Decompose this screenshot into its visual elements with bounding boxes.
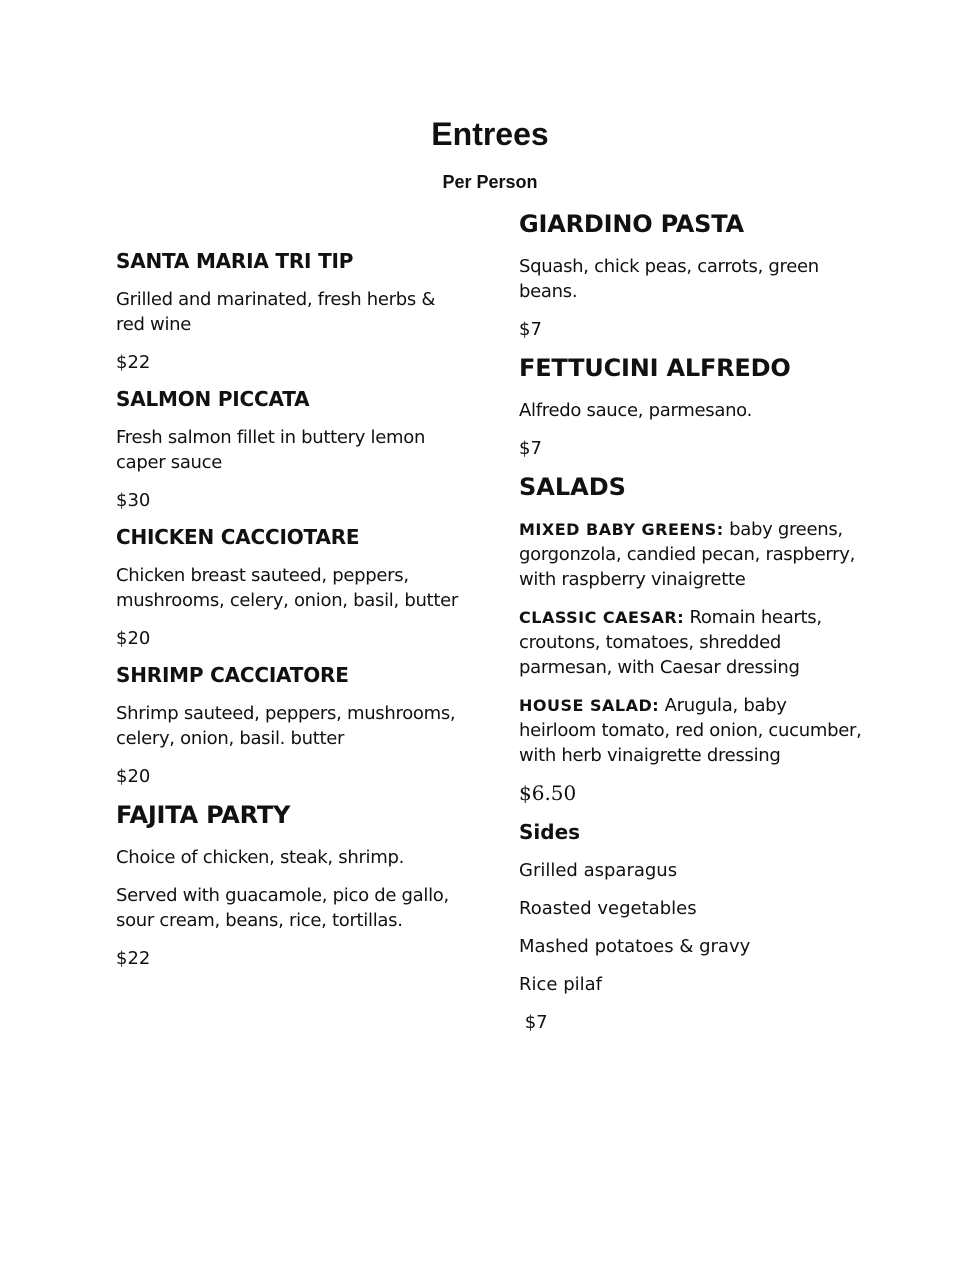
item-name: SANTA MARIA TRI TIP	[116, 249, 354, 273]
sides-section	[519, 820, 869, 1035]
item-price: $22	[116, 948, 151, 969]
item-description: Squash, chick peas, carrots, green beans.	[519, 256, 819, 302]
page-title: Entrees	[431, 116, 549, 152]
menu-item-fajita	[116, 801, 466, 971]
item-name: GIARDINO PASTA	[519, 210, 744, 238]
menu-item	[116, 663, 466, 789]
salad-item	[519, 605, 869, 680]
menu-item	[519, 354, 869, 461]
side-item: Roasted vegetables	[519, 898, 697, 919]
item-price: $7	[519, 438, 542, 459]
item-description: Fresh salmon fillet in buttery lemon caper sauce	[116, 427, 426, 473]
side-item: Grilled asparagus	[519, 860, 678, 881]
item-description: Served with guacamole, pico de gallo, sour cream, beans, rice, tortillas.	[116, 885, 449, 931]
sides-price: $7	[519, 1012, 548, 1033]
salads-section	[519, 473, 869, 806]
item-name: FETTUCINI ALFREDO	[519, 354, 791, 382]
item-description: Grilled and marinated, fresh herbs & red wine	[116, 289, 436, 335]
salad-description: Arugula, baby heirloom tomato, red onion, cucumber, with herb vinaigrette dressing	[519, 695, 862, 766]
menu-item	[116, 249, 466, 375]
item-name: SALMON PICCATA	[116, 387, 310, 411]
item-description: Shrimp sauteed, peppers, mushrooms, celery, onion, basil. butter	[116, 703, 456, 749]
salad-label: CLASSIC CAESAR:	[519, 608, 685, 627]
page-subtitle: Per Person	[442, 172, 538, 192]
salads-price: $6.50	[519, 781, 577, 805]
side-item: Mashed potatoes & gravy	[519, 936, 751, 957]
item-price: $30	[116, 490, 151, 511]
item-description: Chicken breast sauteed, peppers, mushrooms, celery, onion, basil, butter	[116, 565, 458, 611]
salad-item	[519, 517, 869, 592]
menu-item	[519, 210, 869, 342]
salads-heading: SALADS	[519, 473, 626, 501]
salad-label: HOUSE SALAD:	[519, 696, 660, 715]
salad-item	[519, 693, 869, 768]
item-description: Alfredo sauce, parmesano.	[519, 400, 753, 421]
side-item: Rice pilaf	[519, 974, 602, 995]
item-price: $20	[116, 628, 151, 649]
sides-heading: Sides	[519, 820, 581, 844]
right-column	[519, 210, 869, 1048]
item-name: SHRIMP CACCIATORE	[116, 663, 349, 687]
item-description: Choice of chicken, steak, shrimp.	[116, 847, 405, 868]
item-price: $20	[116, 766, 151, 787]
item-price: $7	[519, 319, 542, 340]
item-name: CHICKEN CACCIOTARE	[116, 525, 360, 549]
item-name: FAJITA PARTY	[116, 801, 291, 829]
item-price: $22	[116, 352, 151, 373]
salad-description: baby greens, gorgonzola, candied pecan, raspberry, with raspberry vinaigrette	[519, 519, 856, 590]
salad-label: MIXED BABY GREENS:	[519, 520, 724, 539]
salad-description: Romain hearts, croutons, tomatoes, shredded parmesan, with Caesar dressing	[519, 607, 822, 678]
menu-item	[116, 387, 466, 513]
left-column	[116, 249, 466, 983]
menu-item	[116, 525, 466, 651]
